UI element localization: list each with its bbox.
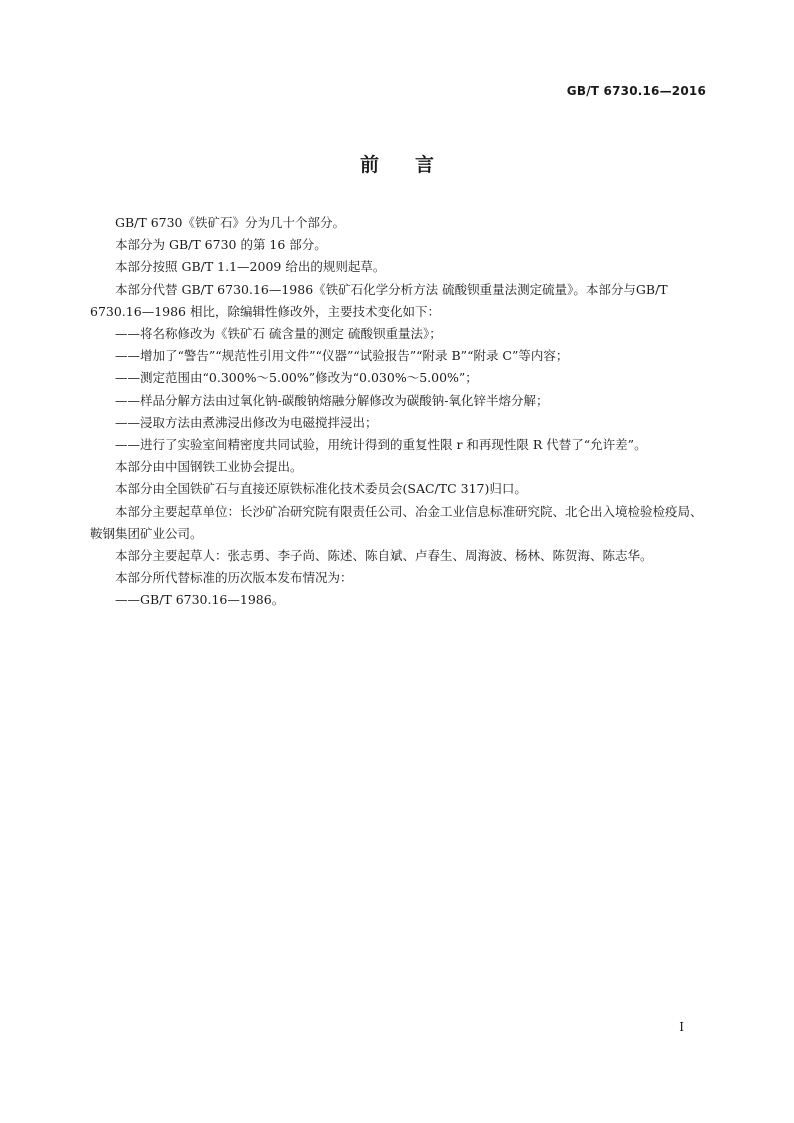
change-list-item: ——增加了“警告”“规范性引用文件”“仪器”“试验报告”“附录 B”“附录 C”等内容； [115, 348, 569, 364]
page-title: 前言 [359, 154, 470, 176]
paragraph: 本部分按照 GB/T 1.1—2009 给出的规则起草。 [115, 259, 386, 275]
paragraph: 本部分所代替标准的历次版本发布情况为： [115, 570, 353, 586]
change-list-item: ——浸取方法由煮沸浸出修改为电磁搅拌浸出； [115, 414, 378, 430]
paragraph: 本部分由中国钢铁工业协会提出。 [115, 459, 303, 475]
change-list-item: ——测定范围由“0.300%～5.00%”修改为“0.030%～5.00%”； [115, 370, 478, 386]
paragraph: GB/T 6730《铁矿石》分为几十个部分。 [115, 215, 346, 230]
paragraph: 本部分主要起草单位：长沙矿冶研究院有限责任公司、冶金工业信息标准研究院、北仑出入境检验检疫局、鞍钢集团矿业公司。 [90, 503, 703, 541]
paragraph: 本部分主要起草人：张志勇、李子尚、陈述、陈自斌、卢春生、周海波、杨林、陈贺海、陈志华。 [115, 548, 653, 564]
page-number: I [679, 1020, 684, 1034]
standard-number: GB/T 6730.16—2016 [566, 84, 706, 98]
change-list-item: ——进行了实验室间精密度共同试验，用统计得到的重复性限 r 和再现性限 R 代替了“允许差”。 [115, 437, 647, 453]
paragraph: 本部分为 GB/T 6730 的第 16 部分。 [115, 237, 327, 253]
paragraph: 本部分代替 GB/T 6730.16—1986《铁矿石化学分析方法 硫酸钡重量法测定硫量》。本部分与GB/T 6730.16—1986 相比，除编辑性修改外，主要技术变化如下： [90, 281, 668, 319]
change-list-item: ——样品分解方法由过氧化钠-碳酸钠熔融分解修改为碳酸钠-氧化锌半熔分解； [115, 392, 549, 408]
foreword-body [90, 212, 704, 612]
version-history-item: ——GB/T 6730.16—1986。 [115, 592, 285, 608]
paragraph: 本部分由全国铁矿石与直接还原铁标准化技术委员会(SAC/TC 317)归口。 [115, 481, 527, 497]
change-list-item: ——将名称修改为《铁矿石 硫含量的测定 硫酸钡重量法》； [115, 326, 442, 342]
